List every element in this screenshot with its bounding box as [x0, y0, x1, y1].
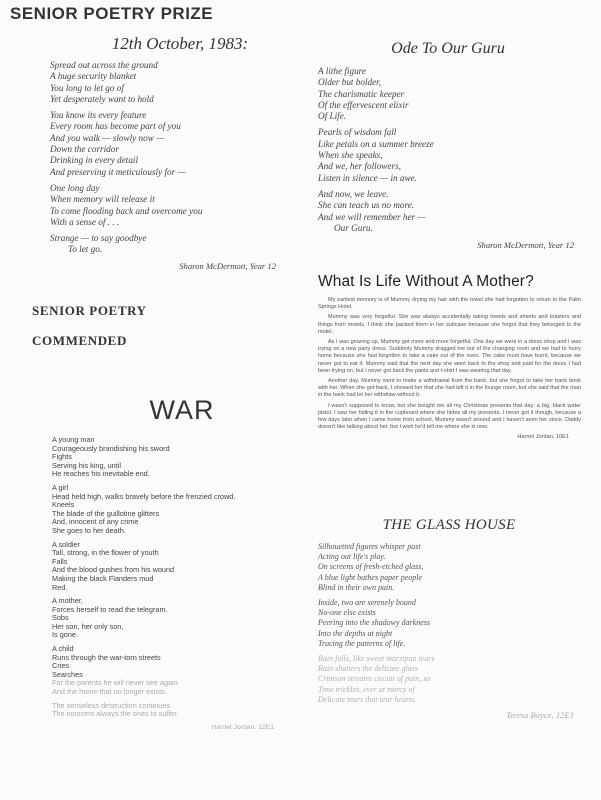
verse-line: Like petals on a summer breeze — [318, 138, 434, 149]
stanza — [52, 484, 272, 536]
stanza — [52, 702, 272, 719]
verse-line: Fights — [52, 452, 72, 462]
verse-line: Inside, two are serenely bound — [318, 598, 416, 608]
stanza — [318, 189, 578, 234]
verse-line: Yet desperately want to hold — [50, 93, 154, 104]
verse-line: When she speaks, — [318, 150, 383, 161]
verse-line: Her son, her only son, — [52, 621, 124, 631]
verse-line: A girl — [52, 482, 69, 492]
verse-line: Delicate tears that tear hearts. — [318, 694, 417, 704]
verse-line: Into the depths at night — [318, 628, 393, 638]
verse-line: Searches — [52, 669, 83, 679]
stanza — [52, 645, 272, 697]
verse-line: Time trickles, ever at mercy of — [318, 684, 415, 694]
poem-title: 12th October, 1983: — [111, 34, 249, 53]
verse-line: Falls — [52, 556, 68, 566]
verse-line: Drinking in every detail — [50, 155, 139, 166]
stanza — [318, 542, 580, 593]
poem-title: THE GLASS HOUSE — [382, 517, 516, 533]
stanza — [50, 60, 290, 105]
verse-line: Down the corridor — [50, 144, 119, 155]
verse-line: Cries — [52, 661, 70, 671]
verse-line: No-one else exists — [318, 608, 376, 618]
verse-line: Forces herself to read the telegram. — [52, 604, 168, 614]
verse-line: To come flooding back and overcome you — [50, 205, 203, 216]
essay-title: What Is Life Without A Mother? — [318, 273, 534, 290]
verse-line: Kneels — [52, 500, 75, 510]
verse-line: Runs through the war-torn streets — [52, 652, 161, 662]
verse-line: A mother, — [52, 596, 83, 606]
author-credit: Sharon McDermott, Year 12 — [477, 240, 574, 251]
verse-line: A huge security blanket — [50, 71, 137, 82]
verse-line: The senseless destruction continues — [52, 700, 171, 710]
verse-line: A blue light bathes paper people — [318, 572, 423, 582]
author-credit: Harriet Jordan, 12E1 — [211, 723, 274, 731]
verse-line: Red. — [52, 582, 68, 592]
author-credit: Harriet Jordan, 10E1 — [517, 434, 569, 441]
verse-line: And the home that no longer exists. — [52, 687, 167, 697]
poem-war — [52, 395, 272, 731]
poem-title: Ode To Our Guru — [391, 40, 505, 57]
verse-line: And preserving it meticulously for — — [50, 166, 186, 177]
poem-body — [318, 542, 580, 705]
poem-title: WAR — [149, 395, 215, 425]
verse-line: Head held high, walks bravely before the frenzied crowd. — [52, 491, 236, 501]
stanza — [318, 66, 578, 122]
stanza — [52, 541, 272, 593]
verse-line: Crimson streams circuit of pain, so — [318, 674, 431, 684]
verse-line: Courageously brandishing his sword — [52, 443, 170, 453]
essay-paragraph: My earliest memory is of Mummy drying my hair with the towel she had forgotten to return to the Palm Springs Hotel. — [318, 297, 581, 311]
verse-line: One long day — [50, 182, 100, 193]
essay-paragraph: Mummy was very forgetful. She was always accidentally taking towels and sheets and toasters and things from motels. I think she packed them in her suitcase because she forgot that they belonged to the motel. — [318, 314, 581, 335]
verse-line: When memory will release it — [50, 194, 155, 205]
verse-line: The blade of the guillotine glitters — [52, 508, 160, 518]
stanza — [50, 183, 290, 228]
verse-line: Our Guru. — [334, 222, 373, 233]
essay-what-is-life-without-a-mother — [318, 273, 581, 440]
verse-line: Of Life. — [318, 111, 347, 122]
verse-line: Older but bolder, — [318, 77, 382, 88]
poem-ode-to-our-guru — [318, 40, 578, 250]
senior-poetry-prize-heading: SENIOR POETRY PRIZE — [10, 4, 214, 23]
verse-line: And, innocent of any crime — [52, 517, 139, 527]
poem-body — [52, 436, 272, 719]
verse-line: To let go. — [68, 244, 103, 255]
verse-line: On screens of fresh-etched glass, — [318, 562, 424, 572]
verse-line: You long to let go of — [50, 82, 124, 93]
author-credit: Teresa Boyce, 12E1 — [506, 710, 574, 721]
verse-line: And we will remember her — — [318, 211, 426, 222]
verse-line: A young man — [52, 435, 95, 444]
verse-line: A lithe figure — [318, 66, 366, 76]
stanza — [50, 233, 290, 256]
poem-12th-october — [50, 34, 290, 271]
verse-line: Silhouetted figures whisper past — [318, 542, 421, 551]
verse-line: Making the black Flanders mud — [52, 573, 154, 583]
verse-line: She can teach us no more. — [318, 200, 415, 211]
verse-line: Blind in their own pain. — [318, 582, 395, 592]
senior-poetry-commended-heading — [32, 296, 147, 356]
stanza — [52, 436, 272, 479]
verse-line: You know its every feature — [50, 110, 147, 121]
verse-line: And now, we leave. — [318, 188, 389, 199]
verse-line: She goes to her death. — [52, 525, 126, 535]
verse-line: A soldier — [52, 539, 80, 549]
poem-body — [318, 66, 578, 234]
heading-line: SENIOR POETRY — [32, 303, 147, 318]
verse-line: Sobs — [52, 613, 69, 623]
verse-line: Tracing the patterns of life. — [318, 638, 406, 648]
verse-line: Tall, strong, in the flower of youth — [52, 548, 159, 558]
poem-body — [50, 60, 290, 256]
stanza — [318, 654, 580, 705]
verse-line: And we, her followers, — [318, 161, 401, 172]
poem-the-glass-house — [318, 517, 580, 720]
verse-line: Rain falls, like sweet marzipan tears — [318, 654, 435, 664]
verse-line: Pearls of wisdom fall — [318, 127, 397, 138]
verse-line: Peering into the shadowy darkness — [318, 618, 430, 628]
verse-line: The innocent always the ones to suffer. — [52, 709, 179, 719]
verse-line: A child — [52, 644, 74, 654]
essay-paragraph: As I was growing up, Mummy got more and more forgetful. One day we were in a dress shop and I was trying on a new party dress. Suddenly Mummy dragged me out of the changing room and we had to hurry home because she had forgotten to take a cake out of the oven. The cake must have burnt, because we never got to eat it. Mummy said that the next day she went back to the shop and paid for the dress I had been trying on, but I never got back the pants and t-shirt I was wearing that day. — [318, 339, 581, 374]
verse-line: And you walk — slowly now — — [50, 132, 165, 143]
stanza — [318, 127, 578, 183]
verse-line: He reaches his inevitable end. — [52, 469, 150, 479]
stanza — [318, 598, 580, 649]
verse-line: Is gone. — [52, 630, 78, 640]
verse-line: Rain shatters the delicate glass — [318, 664, 418, 674]
essay-paragraph: I wasn't supposed to know, but she bought me all my Christmas presents that day: a big, black water pistol. I saw her hiding it in the cupboard where she hides all my presents. I never got it though, because a few days later when I came home from school, Mummy wasn't around and I haven't seen her since. Daddy doesn't like talking about her, but I wish he'd tell me where she is now. — [318, 402, 581, 431]
verse-line: Every room has become part of you — [50, 121, 181, 132]
heading-line: COMMENDED — [32, 333, 127, 348]
verse-line: Strange — to say goodbye — [50, 233, 147, 244]
verse-line: With a sense of . . . — [50, 216, 120, 227]
verse-line: And the blood gushes from his wound — [52, 565, 175, 575]
verse-line: For the parents he will never see again — [52, 678, 178, 688]
stanza — [50, 110, 290, 178]
verse-line: Acting out life's play. — [318, 552, 386, 562]
verse-line: Spread out across the ground — [50, 60, 158, 70]
verse-line: Serving his king, until — [52, 460, 121, 470]
verse-line: The charismatic keeper — [318, 88, 405, 99]
verse-line: Of the effervescent elixir — [318, 99, 409, 110]
stanza — [52, 597, 272, 640]
author-credit: Sharon McDermott, Year 12 — [179, 260, 276, 271]
verse-line: Listen in silence — in awe. — [318, 172, 418, 183]
essay-paragraph: Another day, Mummy went to make a withdrawal from the bank, but she forgot to take her bank book with her. When she got back, I showed her that she had left it in the lounge room, but she said that the man in the bank had let her withdraw without it. — [318, 378, 581, 399]
